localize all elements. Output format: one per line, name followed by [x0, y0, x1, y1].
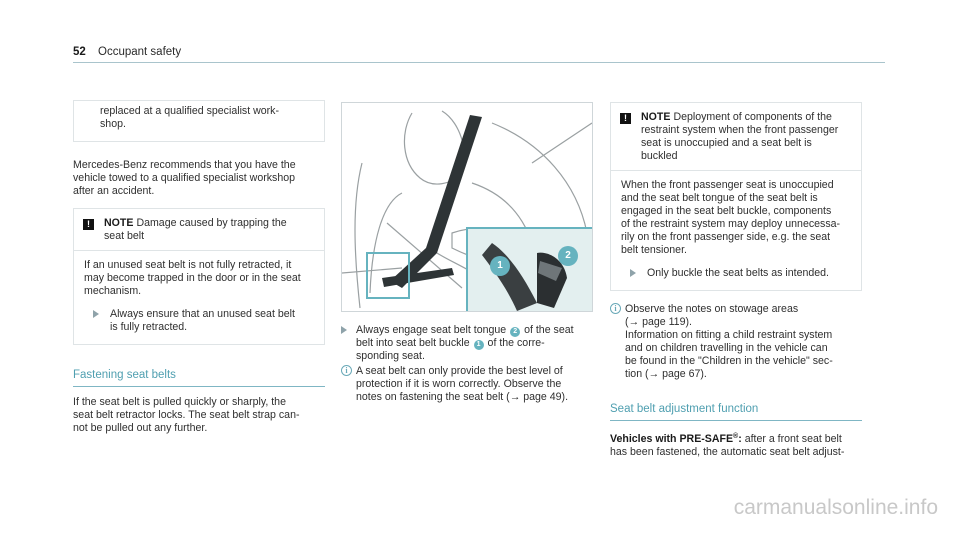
text-line: is fully retracted.	[110, 321, 188, 333]
column-right	[610, 102, 862, 459]
text-line: rily on the front passenger side, e.g. the seat	[621, 231, 831, 243]
info-protection	[341, 365, 593, 404]
note-title-line: seat belt	[104, 230, 145, 242]
column-middle	[341, 102, 593, 404]
text-line: may become trapped in the door or in the seat	[84, 272, 301, 284]
page-number: 52	[73, 46, 86, 58]
arrow-right-icon	[341, 326, 347, 334]
text-line: engaged in the seat belt buckle, components	[621, 205, 832, 217]
text-line: vehicle towed to a qualified specialist workshop	[73, 172, 296, 184]
note-title-text: Damage caused by trapping the	[136, 217, 287, 229]
text-line: belt tensioner.	[621, 244, 687, 256]
text-line	[356, 324, 593, 337]
continued-box	[73, 100, 325, 142]
tongue-callout: 2	[510, 327, 520, 337]
note-label: NOTE	[641, 111, 671, 123]
text-line: (→ page 119).	[625, 316, 692, 328]
text-line: Always ensure that an unused seat belt	[110, 308, 295, 320]
heading-seat-belt-adjustment: Seat belt adjustment function	[610, 403, 862, 421]
registered-mark: ®	[733, 433, 739, 440]
note-title-line	[104, 217, 314, 230]
text-line: notes on fastening the seat belt (→ page 49).	[356, 391, 569, 403]
text-line: replaced at a qualified specialist work-	[100, 105, 280, 117]
text-line: If an unused seat belt is not fully retracted, it	[84, 259, 292, 271]
text-fragment: of the seat	[521, 324, 574, 336]
text-line: be found in the "Children in the vehicle" sec-	[625, 355, 833, 367]
text-line: mechanism.	[84, 285, 142, 297]
text-line: and the seat belt tongue of the seat belt is	[621, 192, 818, 204]
warning-icon: !	[83, 219, 94, 230]
callout-1: 1	[497, 260, 503, 271]
info-icon: i	[341, 365, 352, 376]
text-line: When the front passenger seat is unoccupied	[621, 179, 834, 191]
bullet-instruction	[621, 267, 851, 280]
text-line: If the seat belt is pulled quickly or sharply, the	[73, 396, 286, 408]
seat-belt-drawing	[342, 103, 593, 312]
vehicles-label: Vehicles with PRE-SAFE	[610, 433, 734, 445]
note-label: NOTE	[104, 217, 134, 229]
text-line	[356, 337, 593, 350]
text-line: Mercedes-Benz recommends that you have the	[73, 159, 296, 171]
text-line: has been fastened, the automatic seat belt adjust-	[610, 446, 845, 458]
text-line: Information on fitting a child restraint system	[625, 329, 833, 341]
paragraph-pre-safe	[610, 430, 862, 459]
text-line: Observe the notes on stowage areas	[625, 303, 799, 315]
text-line: shop.	[100, 118, 126, 130]
arrow-right-icon	[93, 310, 99, 318]
text-line: sponding seat.	[356, 350, 425, 362]
note-header	[611, 103, 861, 171]
text-line: after an accident.	[73, 185, 155, 197]
paragraph-retractor	[73, 396, 325, 435]
note-body	[74, 251, 324, 344]
buckle-callout: 1	[474, 340, 484, 350]
heading-fastening-seat-belts: Fastening seat belts	[73, 369, 325, 387]
info-icon: i	[610, 303, 621, 314]
note-title-line: buckled	[641, 150, 678, 162]
section-title: Occupant safety	[98, 46, 182, 58]
text-fragment: belt into seat belt buckle	[356, 337, 473, 349]
text-line: seat belt retractor locks. The seat belt strap can-	[73, 409, 300, 421]
text-line: Only buckle the seat belts as intended.	[647, 267, 829, 279]
header-rule	[73, 62, 885, 63]
text-line: and on children travelling in the vehicle can	[625, 342, 828, 354]
note-title-line	[641, 111, 851, 124]
note-box-deployment	[610, 102, 862, 291]
text-line: protection if it is worn correctly. Observe the	[356, 378, 562, 390]
note-title-line: seat is unoccupied and a seat belt is	[641, 137, 812, 149]
text-fragment: Always engage seat belt tongue	[356, 324, 510, 336]
text-line	[610, 430, 862, 446]
note-title-text: Deployment of components of the	[673, 111, 832, 123]
colon: :	[738, 433, 742, 445]
seat-belt-illustration	[341, 102, 593, 312]
callout-2: 2	[565, 250, 571, 261]
text-fragment: of the corre-	[484, 337, 545, 349]
text-fragment: after a front seat belt	[741, 433, 842, 445]
note-title-line: restraint system when the front passenger	[641, 124, 839, 136]
info-stowage	[610, 303, 862, 381]
text-line: not be pulled out any further.	[73, 422, 208, 434]
bullet-instruction	[84, 308, 314, 334]
step-engage-tongue	[341, 324, 593, 363]
note-header	[74, 209, 324, 251]
paragraph-towing	[73, 159, 325, 198]
text-line: tion (→ page 67).	[625, 368, 707, 380]
column-left	[73, 100, 325, 435]
text-line: of the restraint system may deploy unnecessa-	[621, 218, 841, 230]
note-body	[611, 171, 861, 290]
arrow-right-icon	[630, 269, 636, 277]
warning-icon: !	[620, 113, 631, 124]
note-box-trapping	[73, 208, 325, 345]
watermark: carmanualsonline.info	[733, 496, 938, 519]
text-line: A seat belt can only provide the best level of	[356, 365, 563, 377]
